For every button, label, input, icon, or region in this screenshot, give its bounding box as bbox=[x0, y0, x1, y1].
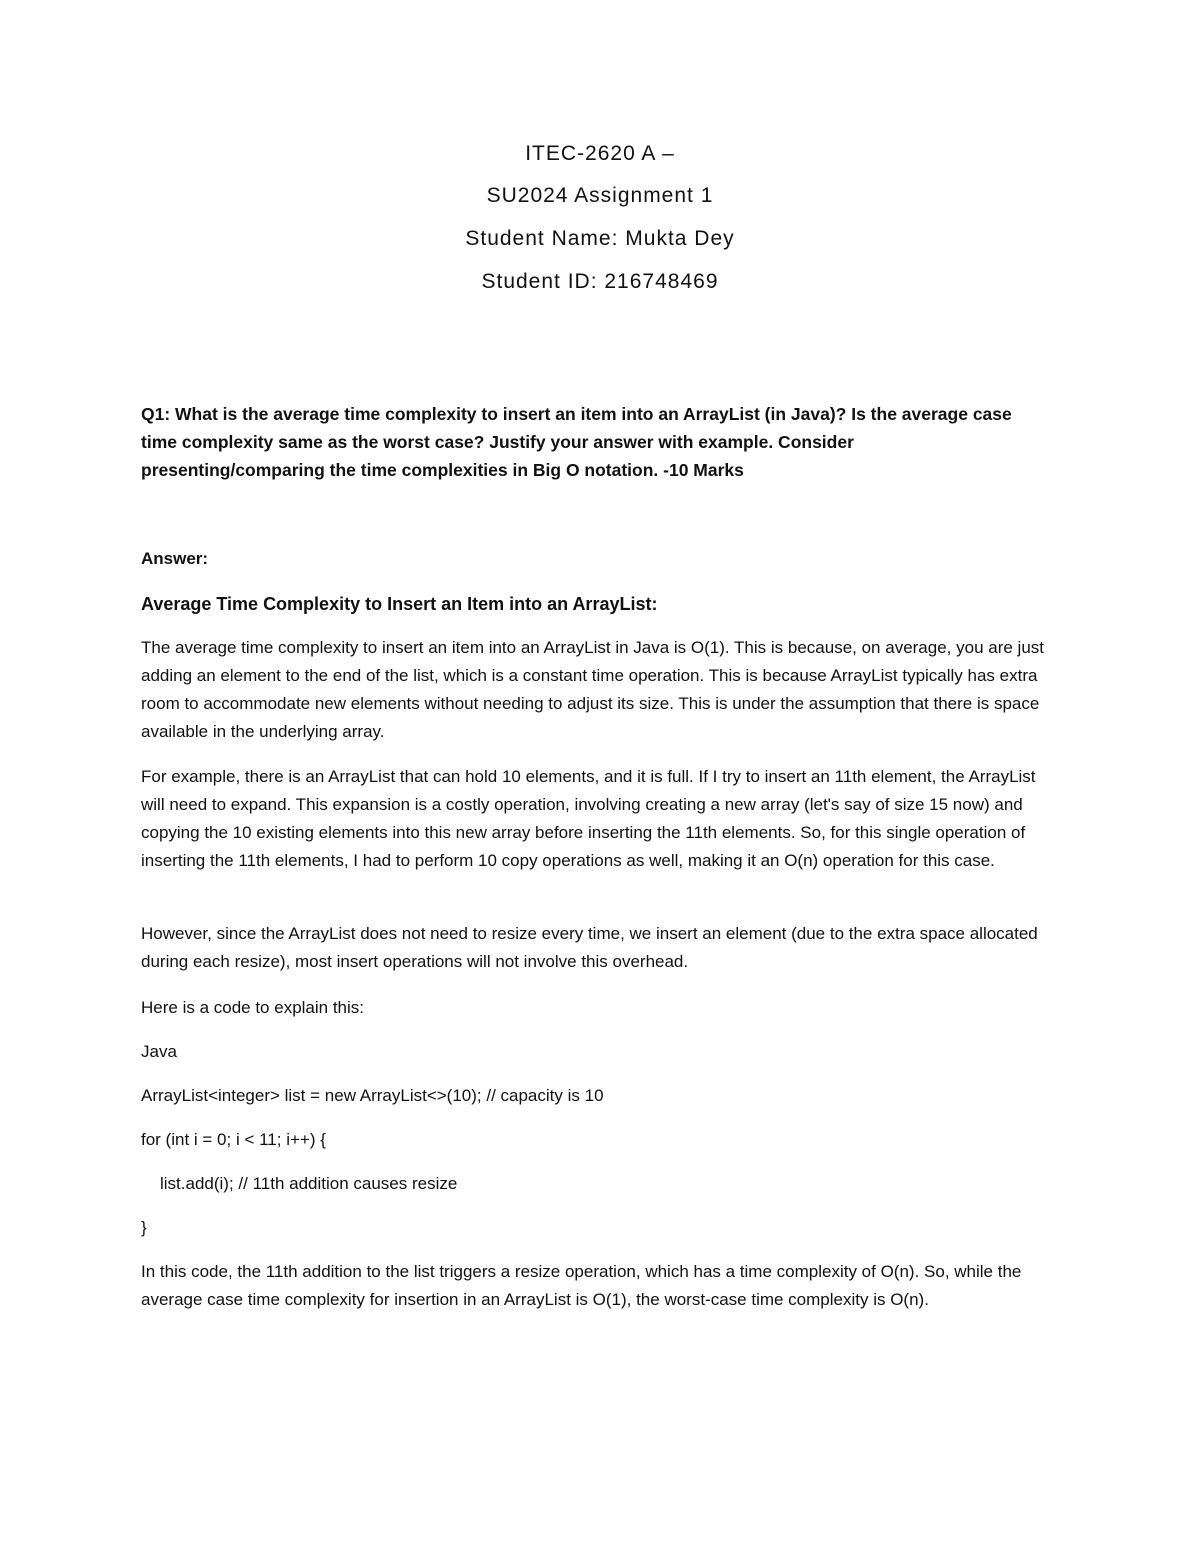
answer-paragraph-1: The average time complexity to insert an item into an ArrayList in Java is O(1). This is because, on average, you are just adding an element to the end of the list, which is a constant time operation. This is because ArrayList typically has extra room to accommodate new elements without needing to adjust its size. This is under the assumption that there is space available in the underlying array. bbox=[141, 638, 1045, 741]
code-language: Java bbox=[141, 1042, 177, 1061]
course-title: ITEC-2620 A – bbox=[525, 142, 675, 165]
answer-conclusion: In this code, the 11th addition to the list triggers a resize operation, which has a time complexity of O(n). So, while the average case time complexity for insertion in an ArrayList is O(1), the worst-case time complexity is O(n). bbox=[141, 1262, 1022, 1309]
assignment-title: SU2024 Assignment 1 bbox=[486, 184, 714, 207]
answer-paragraph-3: However, since the ArrayList does not need to resize every time, we insert an element (due to the extra space allocated during each resize), most insert operations will not involve this overhead. bbox=[141, 924, 1038, 971]
code-line-3: list.add(i); // 11th addition causes resize bbox=[160, 1174, 458, 1193]
code-line-2: for (int i = 0; i < 11; i++) { bbox=[141, 1130, 326, 1149]
answer-paragraph-2: For example, there is an ArrayList that can hold 10 elements, and it is full. If I try to insert an 11th element, the ArrayList will need to expand. This expansion is a costly operation, involving creating a new array (let's say of size 15 now) and copying the 10 existing elements into this new array before inserting the 11th elements. So, for this single operation of inserting the 11th elements, I had to perform 10 copy operations as well, making it an O(n) operation for this case. bbox=[141, 767, 1036, 870]
student-name: Student Name: Mukta Dey bbox=[465, 227, 735, 250]
code-line-4: } bbox=[141, 1218, 147, 1237]
code-intro: Here is a code to explain this: bbox=[141, 998, 365, 1017]
student-id: Student ID: 216748469 bbox=[481, 270, 719, 293]
answer-label: Answer: bbox=[141, 549, 209, 568]
code-line-1: ArrayList<integer> list = new ArrayList<>(10); // capacity is 10 bbox=[141, 1086, 604, 1105]
question-text: Q1: What is the average time complexity to insert an item into an ArrayList (in Java)? Is the average case time complexity same as the worst case? Justify your answer with example. Consider presenting/comparing the time complexities in Big O notation. -10 Marks bbox=[141, 404, 1012, 480]
answer-subheading: Average Time Complexity to Insert an Item into an ArrayList: bbox=[141, 594, 658, 614]
